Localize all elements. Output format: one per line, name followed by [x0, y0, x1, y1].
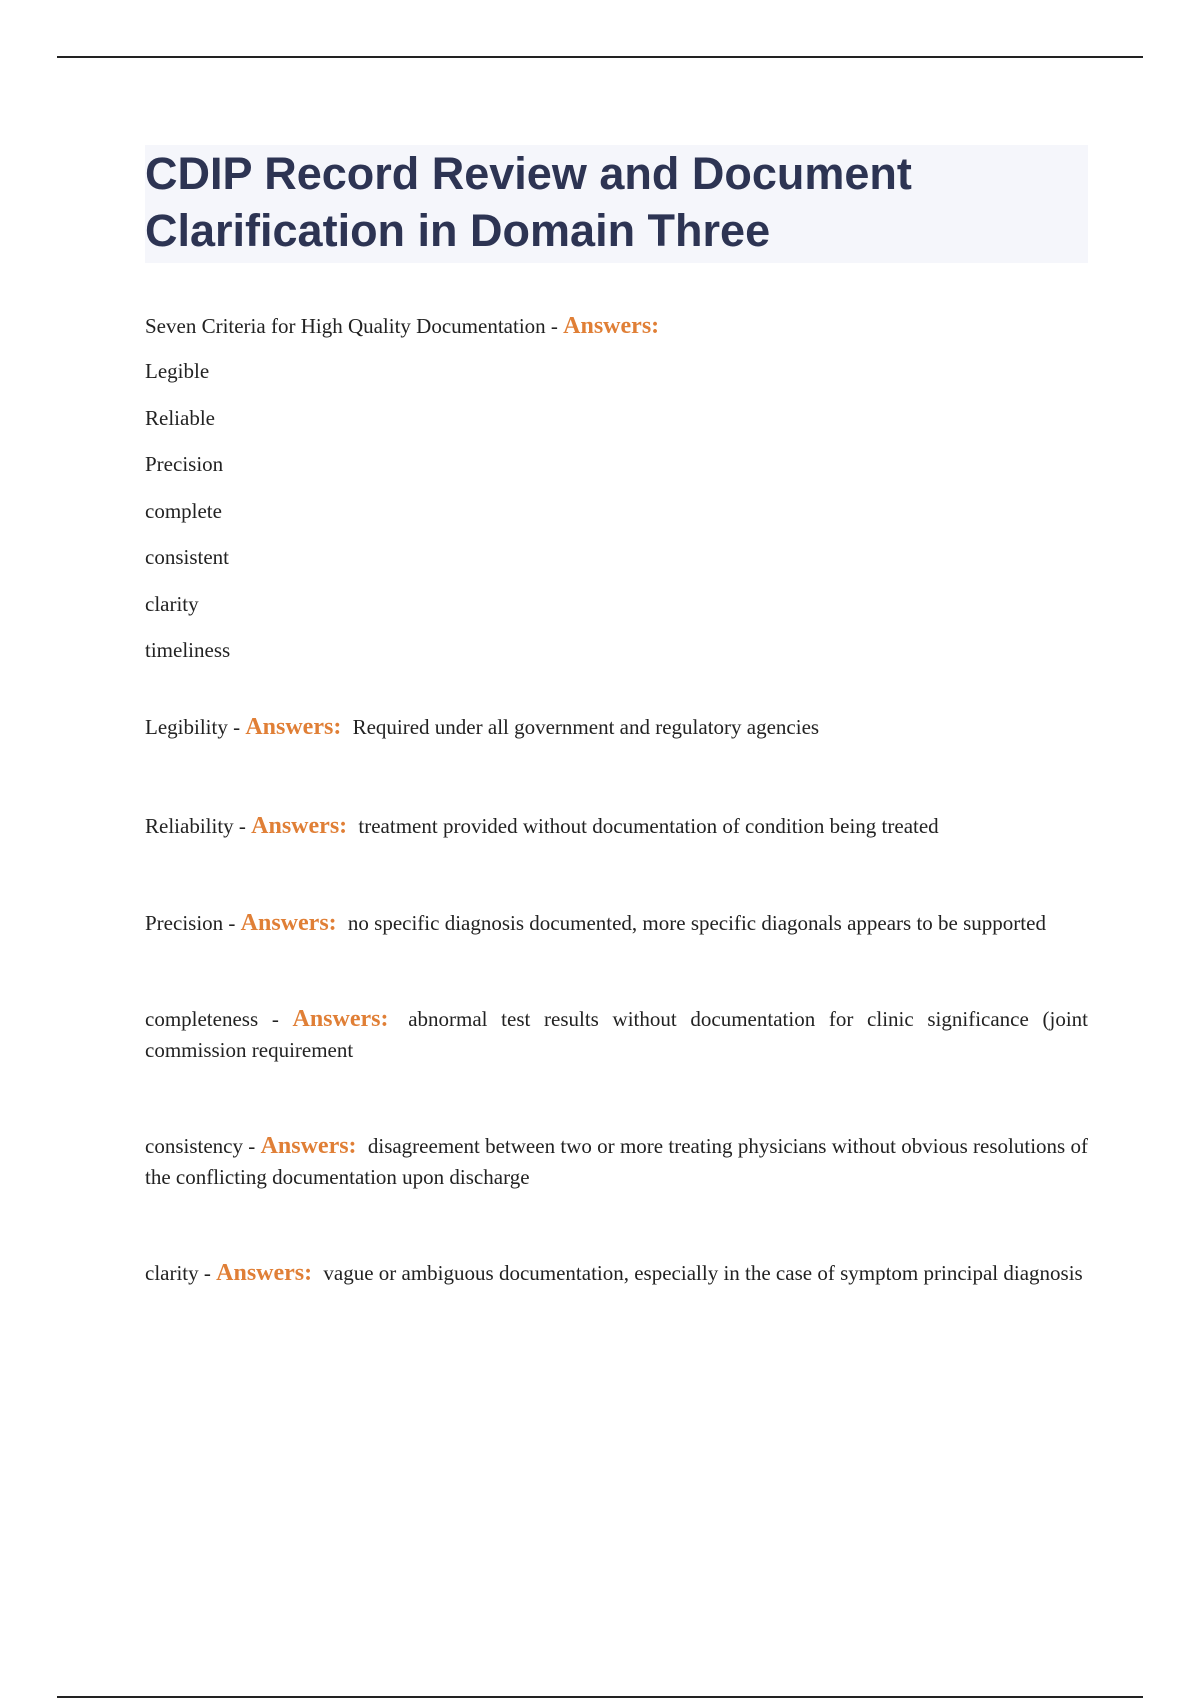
page-title: CDIP Record Review and Document Clarification in Domain Three	[145, 148, 912, 256]
list-item: clarity	[145, 591, 199, 616]
answers-label: Answers:	[260, 1133, 357, 1159]
bottom-rule	[57, 1696, 1143, 1698]
qa-answer: vague or ambiguous documentation, especially in the case of symptom principal diagnosis	[323, 1261, 1083, 1285]
answers-label: Answers:	[563, 313, 660, 339]
qa-completeness	[145, 1004, 1088, 1066]
qa-term: Reliability -	[145, 814, 252, 838]
answers-label: Answers:	[251, 813, 348, 839]
qa-answer: Required under all government and regulatory agencies	[352, 715, 820, 739]
qa-term: clarity -	[145, 1261, 217, 1285]
list-item: consistent	[145, 545, 229, 569]
qa-term: completeness -	[145, 1007, 293, 1031]
qa-term: Precision -	[145, 911, 241, 935]
qa-consistency	[145, 1131, 1088, 1193]
top-rule	[57, 56, 1143, 58]
qa-answer: treatment provided without documentation of condition being treated	[358, 814, 939, 838]
list-item: Legible	[145, 359, 210, 383]
qa-clarity	[145, 1258, 1088, 1289]
answers-label: Answers:	[240, 910, 337, 936]
qa-term: consistency -	[145, 1134, 261, 1158]
list-item: Reliable	[145, 405, 215, 430]
answers-label: Answers:	[245, 714, 342, 740]
qa-answer: abnormal test results without documentation for clinic significance (joint commission requirement	[145, 1007, 1089, 1062]
qa-precision	[145, 908, 1088, 939]
qa-answer: disagreement between two or more treating physicians without obvious resolutions of the conflicting documentation upon discharge	[145, 1134, 1088, 1189]
list-item: complete	[145, 498, 222, 523]
qa-reliability	[145, 811, 1088, 842]
document-body	[145, 145, 1088, 1289]
title-box	[145, 145, 1088, 263]
qa-answer: no specific diagnosis documented, more specific diagonals appears to be supported	[347, 911, 1046, 935]
intro-question-text: Seven Criteria for High Quality Documentation -	[145, 314, 564, 338]
criteria-list	[145, 356, 1088, 666]
qa-legibility	[145, 712, 1088, 743]
qa-term: Legibility -	[145, 715, 246, 739]
answers-label: Answers:	[292, 1006, 389, 1032]
list-item: Precision	[145, 452, 224, 476]
answers-label: Answers:	[216, 1260, 313, 1286]
intro-question	[145, 311, 1088, 342]
list-item: timeliness	[145, 638, 231, 662]
